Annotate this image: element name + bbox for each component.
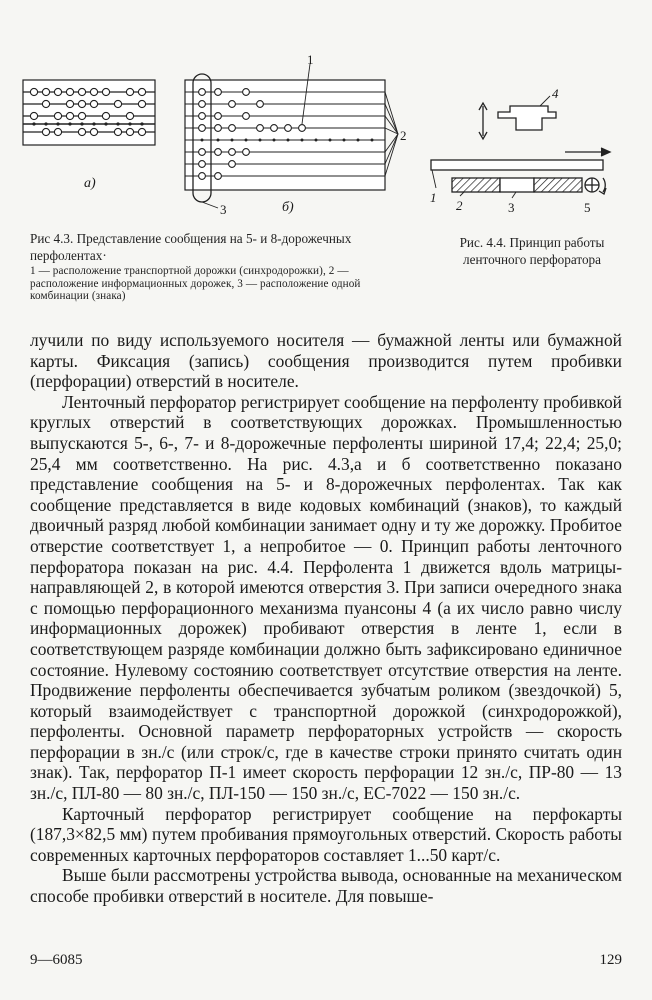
fig43-label-a: а) [84,176,96,191]
tape-5-track [23,80,155,145]
figures-drawing [20,48,640,228]
fig43-caption-title: Рис 4.3. Представление сообщения на 5- и 8-дорожечных перфолентах· [30,231,352,263]
paragraph: Карточный перфоратор регистрирует сообщение на перфокарты (187,3×82,5 мм) путем пробивания прямоугольных отверстий. Скорость работы современных карточных перфораторов составляет 1...50 карт/с. [30,803,622,865]
fig44-callout-3: 3 [508,200,515,215]
printer-signature: 9—6085 [30,952,83,968]
fig44-callout-1: 1 [430,190,437,205]
fig43-callout-2: 2 [400,128,407,143]
paragraph: лучили по виду используемого носителя — бумажной ленты или бумажной карты. Фиксация (запись) сообщения производится путем пробивки (перфорации) отверстий в носителе. [30,330,622,392]
fig44-caption: Рис. 4.4. Принцип работы ленточного перфоратора [459,235,605,267]
paragraph: Ленточный перфоратор регистрирует сообщение на перфоленту пробивкой круглых отверстий в соответствующих дорожках. Промышленностью выпускаются 5-, 6-, 7- и 8-дорожечные перфоленты шириной 17,4; 22,4; 25,0; 25,4 мм соответственно. На рис. 4.3,а и б соответственно показано представление сообщения на 5- и 8-дорожечных перфолентах. Так как сообщение представляется в виде кодовых комбинаций (знаков), то каждый двоичный разряд любой комбинации занимает одну и ту же дорожку. Пробитое отверстие соответствует 1, а непробитое — 0. Принцип работы ленточного перфоратора показан на рис. 4.4. Перфолента 1 движется вдоль матрицы-направляющей 2, в которой имеются отверстия 3. При записи очередного знака с помощью перфорационного механизма пуансоны 4 (а их число равно числу информационных дорожек) пробивают отверстия в ленте 1, если в соответствующем разряде комбинации должно быть зафиксировано единичное состояние. Нулевому состоянию соответствует отсутствие отверстия на ленте. Продвижение перфоленты обеспечивается зубчатым роликом (звездочкой) 5, который взаимодействует с транспортной дорожкой (синхродорожкой), перфоленты. Основной параметр перфораторных устройств — скорость перфорации в зн./с (или строк/с, где в качестве строки принято считать один знак). Так, перфоратор П-1 имеет скорость перфорации 12 зн./с, ПР-80 — 13 зн./с, ПЛ-80 — 80 зн./с, ПЛ-150 — 150 зн./с, ЕС-7022 — 150 зн./с. [30,391,622,804]
paragraph: Выше были рассмотрены устройства вывода, основанные на механическом способе пробивки отверстий в носителе. Для повыше- [30,865,622,907]
fig43-label-b: б) [282,200,294,215]
fig44-callout-5: 5 [584,200,591,215]
body-text [30,330,622,907]
fig43-caption-legend: 1 — расположение транспортной дорожки (синхродорожки), 2 — расположение информационных дорожек, 3 — расположение одной комбинации (знака) [30,265,361,302]
fig43-callout-3: 3 [220,202,227,217]
page-number: 129 [599,952,622,968]
fig43-caption [30,230,400,303]
fig43-callout-1: 1 [307,52,314,67]
tape-8-track [185,64,398,208]
fig44-callout-4: 4 [552,86,559,101]
fig44-callout-2: 2 [456,198,463,213]
perforator-mechanism [431,96,610,198]
